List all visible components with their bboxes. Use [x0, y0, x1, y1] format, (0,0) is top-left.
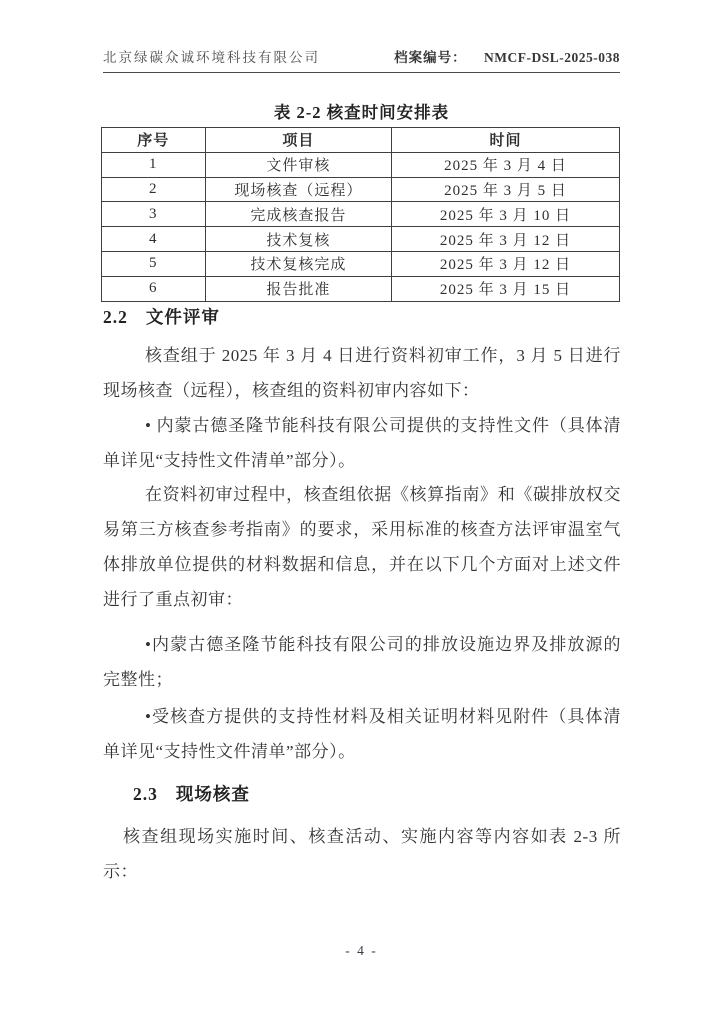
table-cell: 报告批准 [205, 276, 391, 301]
doc-number-group [394, 46, 620, 66]
section-title: 现场核查 [175, 784, 250, 804]
paragraph: 在资料初审过程中，核查组依据《核算指南》和《碳排放权交易第三方核查参考指南》的要求，采用标准的核查方法评审温室气体排放单位提供的材料数据和信息，并在以下几个方面对上述文件进行了重点初审： [103, 485, 621, 609]
page-header [103, 46, 620, 73]
paragraph: 核查组现场实施时间、核查活动、实施内容等内容如表 2-3 所示： [103, 827, 621, 881]
table-cell: 2025 年 3 月 5 日 [392, 177, 620, 202]
section-number: 2.3 [133, 784, 158, 804]
table-cell: 6 [102, 276, 206, 301]
table-header-cell: 项目 [205, 128, 391, 153]
table-cell: 2025 年 3 月 12 日 [392, 227, 620, 252]
section-heading-2-3 [103, 781, 650, 806]
schedule-table [101, 127, 620, 302]
bullet-paragraph: • 内蒙古德圣隆节能科技有限公司提供的支持性文件（具体清单详见“支持性文件清单”部分）。 [103, 416, 621, 470]
table-cell: 4 [102, 227, 206, 252]
table-cell: 2025 年 3 月 12 日 [392, 251, 620, 276]
table-cell: 文件审核 [205, 152, 391, 177]
table-row [102, 227, 620, 252]
table-cell: 2 [102, 177, 206, 202]
table-cell: 2025 年 3 月 4 日 [392, 152, 620, 177]
bullet-paragraph: •内蒙古德圣隆节能科技有限公司的排放设施边界及排放源的完整性； [103, 635, 621, 689]
table-cell: 1 [102, 152, 206, 177]
table-cell: 现场核查（远程） [205, 177, 391, 202]
table-cell: 3 [102, 202, 206, 227]
table-row [102, 177, 620, 202]
table-header-cell: 序号 [102, 128, 206, 153]
table-row [102, 276, 620, 301]
section-heading-2-2 [103, 304, 620, 329]
company-name: 北京绿碳众诚环境科技有限公司 [103, 50, 320, 65]
table-row [102, 251, 620, 276]
doc-number-value: NMCF-DSL-2025-038 [484, 50, 620, 65]
table-header-row [102, 128, 620, 153]
table-title: 表 2-2 核查时间安排表 [273, 103, 450, 122]
doc-number-label: 档案编号： [394, 50, 467, 65]
table-row [102, 202, 620, 227]
table-cell: 5 [102, 251, 206, 276]
table-header-cell: 时间 [392, 128, 620, 153]
table-cell: 技术复核完成 [205, 251, 391, 276]
section-number: 2.2 [103, 307, 128, 327]
table-row [102, 152, 620, 177]
table-cell: 2025 年 3 月 15 日 [392, 276, 620, 301]
table-cell: 技术复核 [205, 227, 391, 252]
page-number: - 4 - [345, 943, 378, 958]
section-title: 文件评审 [145, 307, 220, 327]
table-cell: 完成核查报告 [205, 202, 391, 227]
table-cell: 2025 年 3 月 10 日 [392, 202, 620, 227]
paragraph: 核查组于 2025 年 3 月 4 日进行资料初审工作，3 月 5 日进行现场核查（远程），核查组的资料初审内容如下： [103, 346, 621, 400]
bullet-paragraph: •受核查方提供的支持性材料及相关证明材料见附件（具体清单详见“支持性文件清单”部分）。 [103, 707, 621, 761]
